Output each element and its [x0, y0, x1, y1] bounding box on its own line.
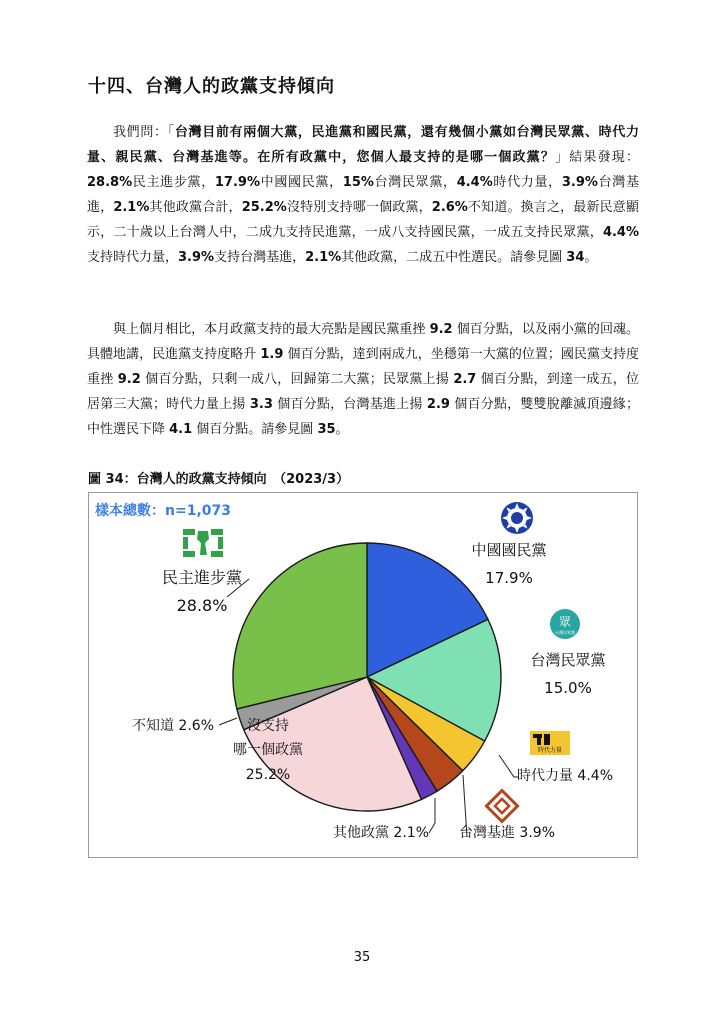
- paragraph-1-run-7: 15%: [342, 175, 374, 190]
- leader-line-other: [429, 798, 435, 833]
- paragraph-1-run-4: 民主進步黨，: [132, 175, 215, 190]
- paragraph-2: [87, 317, 639, 442]
- paragraph-2-run-5: 9.2: [117, 372, 141, 387]
- paragraph-1-run-8: 台灣民眾黨，: [373, 175, 457, 190]
- paragraph-1-run-20: 支持時代力量，: [87, 250, 179, 265]
- paragraph-2-run-4: 個百分點，達到兩成九，坐穩第一大黨的位置；國民黨支持度重挫: [87, 347, 639, 387]
- dpp-logo-icon: [183, 529, 223, 557]
- slice-label-neutral-line1: 沒支持: [247, 718, 289, 734]
- paragraph-1-run-1: 台灣目前有兩個大黨，民進黨和國民黨，還有幾個小黨如台灣民眾黨、時代力量、親民黨、台灣基進等。在所有政黨中，您個人最支持的是哪一個政黨？: [87, 125, 639, 165]
- tpp-logo-icon: [550, 609, 580, 639]
- slice-name-tpp: 台灣民眾黨: [530, 651, 606, 669]
- paragraph-1-run-16: 沒特別支持哪一個政黨，: [286, 200, 432, 215]
- paragraph-2-run-11: 2.9: [426, 397, 450, 412]
- page-number: 35: [353, 950, 371, 965]
- paragraph-1-run-5: 17.9%: [214, 175, 260, 190]
- paragraph-1-run-3: 28.8%: [87, 175, 133, 190]
- kmt-logo-icon: [501, 502, 533, 534]
- paragraph-1-run-9: 4.4%: [456, 175, 493, 190]
- section-title: 十四、台灣人的政黨支持傾向: [88, 76, 335, 97]
- paragraph-1-run-11: 3.9%: [561, 175, 598, 190]
- paragraph-1-run-22: 支持台灣基進，: [214, 250, 306, 265]
- paragraph-1-run-14: 其他政黨合計，: [149, 200, 242, 215]
- npp-logo-mark: 時代力量: [537, 747, 563, 754]
- slice-name-kmt: 中國國民黨: [471, 541, 547, 559]
- paragraph-1-run-15: 25.2%: [241, 200, 287, 215]
- pie-chart: [88, 492, 638, 858]
- paragraph-1-run-0: 我們問：「: [113, 125, 175, 140]
- paragraph-1-run-2: 」結果發現：: [555, 150, 639, 165]
- sample-size-note: 樣本總數：n=1,073: [95, 503, 231, 519]
- paragraph-2-run-12: 個百分點，雙雙脫離滅頂邊緣；中性選民下降: [87, 397, 640, 437]
- tpp-logo-sub: 台灣民眾黨: [555, 630, 575, 635]
- paragraph-1-run-23: 2.1%: [305, 250, 342, 265]
- slice-label-neutral-line2: 哪一個政黨: [233, 742, 303, 758]
- paragraph-1: [87, 120, 639, 270]
- slice-label-tsp: 台灣基進 3.9%: [458, 825, 556, 841]
- paragraph-2-run-15: 35: [317, 422, 336, 437]
- slice-name-dpp: 民主進步黨: [161, 568, 243, 587]
- paragraph-2-run-8: 個百分點，到達一成五，位居第三大黨；時代力量上揚: [87, 372, 639, 412]
- slice-value-dpp: 28.8%: [176, 596, 228, 615]
- leader-line-dontknow: [219, 718, 237, 725]
- paragraph-2-run-14: 個百分點。請參見圖: [192, 422, 318, 437]
- paragraph-2-run-9: 3.3: [249, 397, 273, 412]
- npp-logo-icon: [530, 731, 570, 755]
- paragraph-2-run-6: 個百分點，只剩一成八，回歸第二大黨；民眾黨上揚: [140, 372, 454, 387]
- paragraph-1-run-17: 2.6%: [431, 200, 468, 215]
- slice-value-tpp: 15.0%: [544, 679, 592, 697]
- paragraph-1-run-19: 4.4%: [602, 225, 639, 240]
- paragraph-2-run-0: 與上個月相比，本月政黨支持的最大亮點是國民黨重挫: [113, 322, 430, 337]
- pie-chart-svg: [89, 493, 637, 857]
- paragraph-2-run-2: 個百分點，以及兩小黨的回魂。具體地講，民進黨支持度略升: [87, 322, 639, 362]
- tsp-logo-icon: [486, 790, 517, 821]
- paragraph-2-run-16: 。: [335, 422, 349, 437]
- paragraph-1-run-24: 其他政黨，二成五中性選民。請參見圖: [341, 250, 567, 265]
- slice-value-neutral: 25.2%: [245, 767, 291, 783]
- paragraph-1-run-26: 。: [584, 250, 598, 265]
- paragraph-2-run-13: 4.1: [169, 422, 193, 437]
- paragraph-1-run-13: 2.1%: [113, 200, 150, 215]
- paragraph-1-run-10: 時代力量，: [492, 175, 562, 190]
- figure-caption: 圖 34：台灣人的政黨支持傾向 （2023/3）: [88, 472, 350, 487]
- paragraph-1-run-25: 34: [566, 250, 585, 265]
- slice-label-dontknow: 不知道 2.6%: [131, 718, 215, 734]
- paragraph-1-run-6: 中國國民黨，: [260, 175, 343, 190]
- slice-label-other: 其他政黨 2.1%: [332, 825, 430, 841]
- paragraph-1-run-21: 3.9%: [178, 250, 215, 265]
- slice-label-npp: 時代力量 4.4%: [516, 768, 614, 784]
- paragraph-2-run-10: 個百分點，台灣基進上揚: [272, 397, 427, 412]
- paragraph-2-run-1: 9.2: [429, 322, 453, 337]
- paragraph-2-run-3: 1.9: [260, 347, 284, 362]
- paragraph-1-run-12: 台灣基進，: [87, 175, 639, 215]
- slice-value-kmt: 17.9%: [485, 569, 533, 587]
- tpp-logo-mark: 眾: [558, 615, 572, 629]
- paragraph-1-run-18: 不知道。換言之，最新民意顯示，二十歲以上台灣人中，二成九支持民進黨，一成八支持國民黨，一成五支持民眾黨，: [87, 200, 639, 240]
- paragraph-2-run-7: 2.7: [453, 372, 477, 387]
